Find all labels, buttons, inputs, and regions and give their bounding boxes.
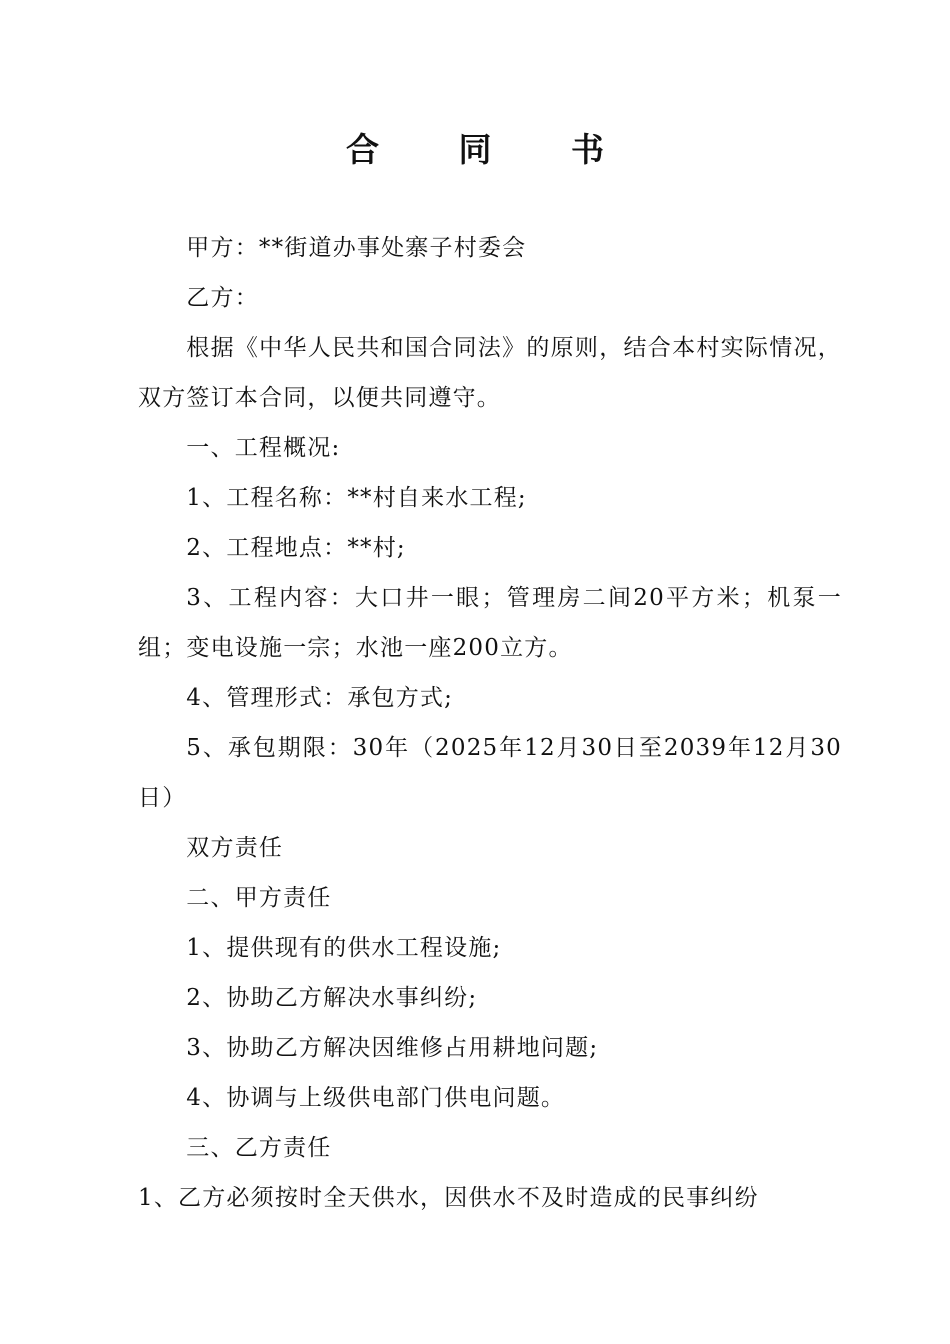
party-b-duty-1: 1、乙方必须按时全天供水，因供水不及时造成的民事纠纷 [138,1185,759,1211]
project-name-item: 1、工程名称：**村自来水工程; [186,485,527,511]
document-body [138,223,842,1223]
contract-term-item: 5、承包期限：30年（2025年12月30日至2039年12月30日） [138,735,842,811]
party-a-line: 甲方：**街道办事处寨子村委会 [186,235,527,261]
preamble-paragraph: 根据《中华人民共和国合同法》的原则，结合本村实际情况，双方签订本合同，以便共同遵守。 [138,335,842,411]
party-a-duty-3: 3、协助乙方解决因维修占用耕地问题; [186,1035,599,1061]
management-form-item: 4、管理形式：承包方式; [186,685,454,711]
section-heading-party-a: 二、甲方责任 [186,885,332,911]
section-heading-responsibilities: 双方责任 [186,835,284,861]
party-a-duty-4: 4、协调与上级供电部门供电问题。 [186,1085,566,1111]
party-a-duty-2: 2、协助乙方解决水事纠纷; [186,985,478,1011]
section-heading-project-overview: 一、工程概况: [186,435,341,461]
party-b-line: 乙方： [186,285,259,311]
project-location-item: 2、工程地点：**村; [186,535,406,561]
document-title: 合 同 书 [346,130,638,169]
party-a-duty-1: 1、提供现有的供水工程设施; [186,935,502,961]
section-heading-party-b: 三、乙方责任 [186,1135,332,1161]
project-content-item: 3、工程内容：大口井一眼；管理房二间20平方米；机泵一组；变电设施一宗；水池一座200立方。 [138,585,842,661]
